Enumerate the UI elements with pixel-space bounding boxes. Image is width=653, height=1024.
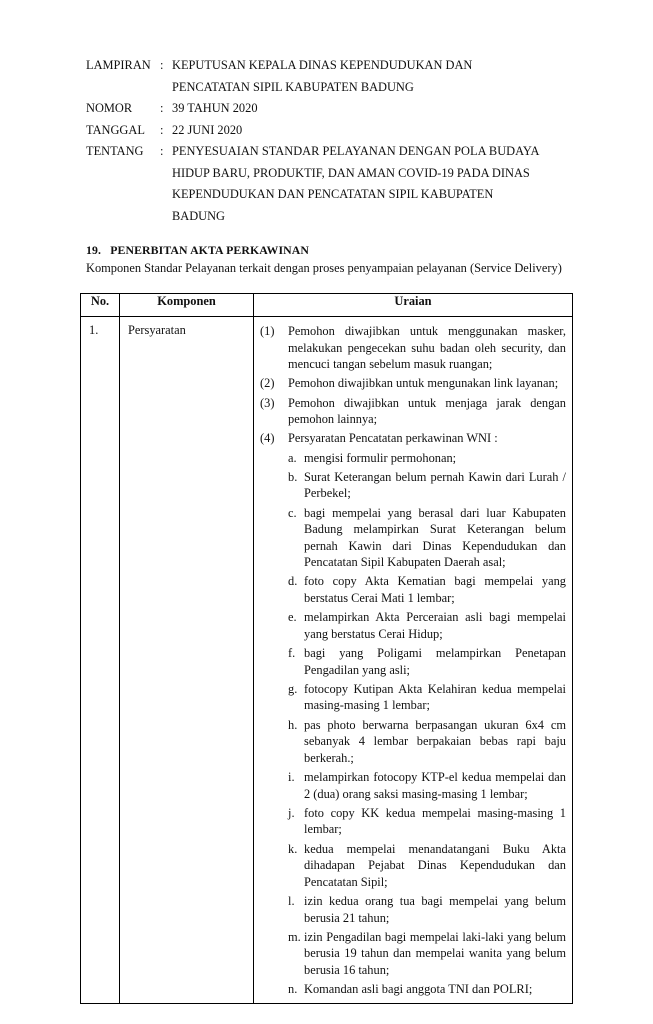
col-header-no: No. xyxy=(81,294,120,317)
list-item-number: (1) xyxy=(260,324,275,338)
sub-list-item xyxy=(288,469,566,502)
lampiran-value-line1: KEPUTUSAN KEPALA DINAS KEPENDUDUKAN DAN xyxy=(172,58,473,72)
sub-list-item-letter: k. xyxy=(288,841,298,856)
sub-list-item-letter: j. xyxy=(288,805,295,820)
tanggal-row xyxy=(86,120,586,142)
colon: : xyxy=(160,101,164,115)
sub-list-item-text: foto copy KK kedua mempelai masing-masing 1 lembar; xyxy=(304,805,566,837)
sub-list-item-letter: f. xyxy=(288,646,296,661)
tentang-value-line2: HIDUP BARU, PRODUKTIF, DAN AMAN COVID-19 PADA DINAS xyxy=(172,165,530,180)
tentang-value-line4: BADUNG xyxy=(172,208,226,223)
row-uraian xyxy=(254,317,573,1004)
sub-list-item-text: mengisi formulir permohonan; xyxy=(304,450,457,465)
sub-list-item-text: foto copy Akta Kematian bagi mempelai yang berstatus Cerai Mati 1 lembar; xyxy=(304,574,566,606)
sub-list-item xyxy=(288,769,566,802)
sub-list-item-text: pas photo berwarna berpasangan ukuran 6x4 cm sebanyak 4 lembar berpakaian bebas rapi baju berkerah.; xyxy=(304,717,566,765)
sub-list-item-text: Surat Keterangan belum pernah Kawin dari Lurah / Perbekel; xyxy=(304,469,566,501)
col-header-komponen: Komponen xyxy=(120,294,254,317)
colon: : xyxy=(160,144,164,158)
lampiran-value-line2: PENCATATAN SIPIL KABUPATEN BADUNG xyxy=(172,79,414,94)
tanggal-value: 22 JUNI 2020 xyxy=(172,122,243,137)
sub-list-item-letter: l. xyxy=(288,893,295,908)
list-item-text: Pemohon diwajibkan untuk menggunakan masker, melakukan pengecekan suhu badan oleh security, dan mencuci tangan sebelum masuk ruangan; xyxy=(288,324,566,372)
sub-list-item-letter: h. xyxy=(288,717,298,732)
sub-list-item xyxy=(288,450,566,467)
colon: : xyxy=(160,122,164,137)
list-item-number: (3) xyxy=(260,395,275,410)
sub-list-item-letter: n. xyxy=(288,982,298,997)
col-header-uraian: Uraian xyxy=(254,294,573,317)
sub-list-item xyxy=(288,893,566,926)
sub-list-item xyxy=(288,981,566,998)
list-item-text: Pemohon diwajibkan untuk menjaga jarak dengan pemohon lainnya; xyxy=(288,395,566,427)
document-header xyxy=(86,55,586,227)
lampiran-row xyxy=(86,55,586,77)
row-komponen: Persyaratan xyxy=(120,317,254,1004)
sub-list-item-letter: g. xyxy=(288,681,298,696)
section-subtitle: Komponen Standar Pelayanan terkait dengan proses penyampaian pelayanan (Service Delivery) xyxy=(86,261,562,275)
sub-list-item xyxy=(288,805,566,838)
sub-list-item-letter: b. xyxy=(288,469,298,484)
sub-list-item-text: melampirkan Akta Perceraian asli bagi mempelai yang berstatus Cerai Hidup; xyxy=(304,610,566,641)
tanggal-label: TANGGAL xyxy=(86,122,145,137)
row-number: 1. xyxy=(81,317,120,1004)
list-item xyxy=(260,375,566,392)
tentang-value-line3: KEPENDUDUKAN DAN PENCATATAN SIPIL KABUPATEN xyxy=(172,187,494,201)
sub-list-item-text: Komandan asli bagi anggota TNI dan POLRI; xyxy=(304,982,533,997)
sub-list-item-letter: i. xyxy=(288,769,295,784)
sub-list-item xyxy=(288,717,566,767)
sub-list-item-text: bagi yang Poligami melampirkan Penetapan Pengadilan yang asli; xyxy=(304,646,566,677)
sub-list-item xyxy=(288,505,566,571)
tentang-row xyxy=(86,141,586,163)
nomor-value: 39 TAHUN 2020 xyxy=(172,101,258,115)
table-header-row xyxy=(81,294,573,317)
nomor-row xyxy=(86,98,586,120)
standard-table xyxy=(80,293,573,1004)
lampiran-label: LAMPIRAN xyxy=(86,58,151,72)
colon: : xyxy=(160,58,164,72)
list-item xyxy=(260,323,566,373)
list-item-number: (4) xyxy=(260,431,275,446)
sub-list-item-letter: a. xyxy=(288,450,297,465)
list-item xyxy=(260,395,566,428)
sub-list-item xyxy=(288,609,566,642)
list-item-text: Pemohon diwajibkan untuk mengunakan link layanan; xyxy=(288,376,559,391)
sub-list-item-letter: e. xyxy=(288,610,297,625)
sub-list-item-text: izin kedua orang tua bagi mempelai yang belum berusia 21 tahun; xyxy=(304,893,566,925)
sub-list-item xyxy=(288,681,566,714)
sub-list-item-text: melampirkan fotocopy KTP-el kedua mempelai dan 2 (dua) orang saksi masing-masing 1 lembar; xyxy=(304,769,566,801)
sub-list-item-letter: d. xyxy=(288,574,298,589)
sub-list-item xyxy=(288,929,566,979)
sub-list-item xyxy=(288,645,566,678)
list-item-text: Persyaratan Pencatatan perkawinan WNI : xyxy=(288,431,498,446)
sub-list-item-text: kedua mempelai menandatangani Buku Akta dihadapan Pejabat Dinas Kependudukan dan Pencatatan Sipil; xyxy=(304,841,566,889)
tentang-label: TENTANG xyxy=(86,144,144,158)
sub-list-item-text: izin Pengadilan bagi mempelai laki-laki yang belum berusia 19 tahun dan mempelai wanita yang belum berusia 16 tahun; xyxy=(304,929,566,977)
list-item-number: (2) xyxy=(260,376,275,391)
table-row xyxy=(81,317,573,1004)
list-item xyxy=(260,430,566,447)
sub-list-item xyxy=(288,841,566,891)
sub-list-item xyxy=(288,573,566,606)
sub-list-item-text: fotocopy Kutipan Akta Kelahiran kedua mempelai masing-masing 1 lembar; xyxy=(304,681,566,713)
sub-list-item-text: bagi mempelai yang berasal dari luar Kabupaten Badung melampirkan Surat Keterangan belum pernah Kawin dari Dinas Kependudukan dan Pencatatan Sipil Kabupaten Daerah asal; xyxy=(304,505,566,570)
tentang-value-line1: PENYESUAIAN STANDAR PELAYANAN DENGAN POLA BUDAYA xyxy=(172,144,540,158)
sub-list-item-letter: m. xyxy=(288,929,301,944)
sub-list-item-letter: c. xyxy=(288,505,297,520)
nomor-label: NOMOR xyxy=(86,101,133,115)
lampiran-row-cont xyxy=(86,77,586,99)
section-title: 19. PENERBITAN AKTA PERKAWINAN xyxy=(86,243,309,257)
